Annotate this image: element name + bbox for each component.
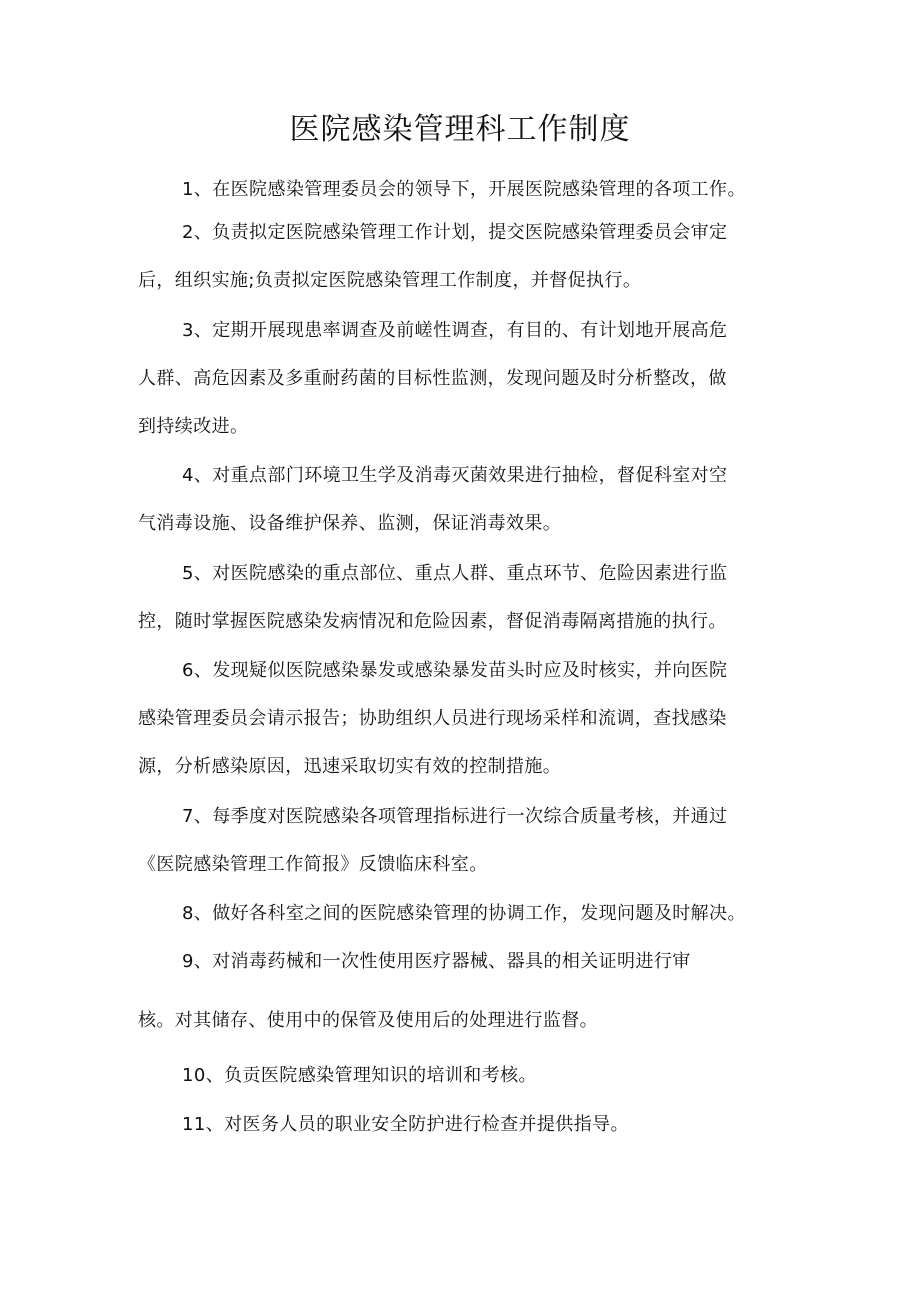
rule-item-4 <box>138 452 798 548</box>
rule-item-9 <box>138 938 798 1045</box>
rule-line: 8、做好各科室之间的医院感染管理的协调工作，发现问题及时解决。 <box>182 903 746 924</box>
rule-line: 气消毒设施、设备维护保养、监测，保证消毒效果。 <box>138 513 562 534</box>
rule-item-8 <box>138 890 798 938</box>
rule-line: 4、对重点部门环境卫生学及消毒灭菌效果进行抽检，督促科室对空 <box>182 465 728 486</box>
rule-line: 《医院感染管理工作简报》反馈临床科室。 <box>138 854 488 875</box>
rule-item-2 <box>138 209 798 305</box>
rule-item-6 <box>138 647 798 791</box>
rule-line: 7、每季度对医院感染各项管理指标进行一次综合质量考核，并通过 <box>182 806 728 827</box>
rule-line: 到持续改进。 <box>138 416 249 437</box>
rule-item-1 <box>138 166 798 214</box>
rule-line: 5、对医院感染的重点部位、重点人群、重点环节、危险因素进行监 <box>182 563 728 584</box>
rule-line: 11、对医务人员的职业安全防护进行检查并提供指导。 <box>182 1114 629 1135</box>
rule-item-5 <box>138 550 798 646</box>
rule-line: 9、对消毒药械和一次性使用医疗器械、器具的相关证明进行审 <box>182 951 691 972</box>
rule-line: 感染管理委员会请示报告；协助组织人员进行现场采样和流调，查找感染 <box>138 708 727 729</box>
rule-item-7 <box>138 793 798 889</box>
rule-item-11 <box>138 1101 798 1149</box>
rule-line: 源，分析感染原因，迅速采取切实有效的控制措施。 <box>138 756 562 777</box>
rule-line: 后，组织实施;负责拟定医院感染管理工作制度，并督促执行。 <box>138 270 642 291</box>
page-title: 医院感染管理科工作制度 <box>289 112 631 147</box>
rule-line: 2、负责拟定医院感染管理工作计划，提交医院感染管理委员会审定 <box>182 222 728 243</box>
rule-line: 10、负贡医院感染管理知识的培训和考核。 <box>182 1065 537 1086</box>
rule-line: 6、发现疑似医院感染暴发或感染暴发苗头时应及时核实，并向医院 <box>182 660 728 681</box>
rule-item-3 <box>138 307 798 451</box>
rule-line: 1、在医院感染管理委员会的领导下，开展医院感染管理的各项工作。 <box>182 179 746 200</box>
rule-line: 核。对其储存、使用中的保管及使用后的处理进行监督。 <box>138 1010 598 1031</box>
rule-line: 3、定期开展现患率调查及前嵯性调查，有目的、有计划地开展高危 <box>182 320 728 341</box>
rule-line: 控，随时掌握医院感染发病情况和危险因素，督促消毒隔离措施的执行。 <box>138 611 727 632</box>
rule-item-10 <box>138 1052 798 1100</box>
rule-line: 人群、高危因素及多重耐药菌的目标性监测，发现问题及时分析整改，做 <box>138 368 727 389</box>
